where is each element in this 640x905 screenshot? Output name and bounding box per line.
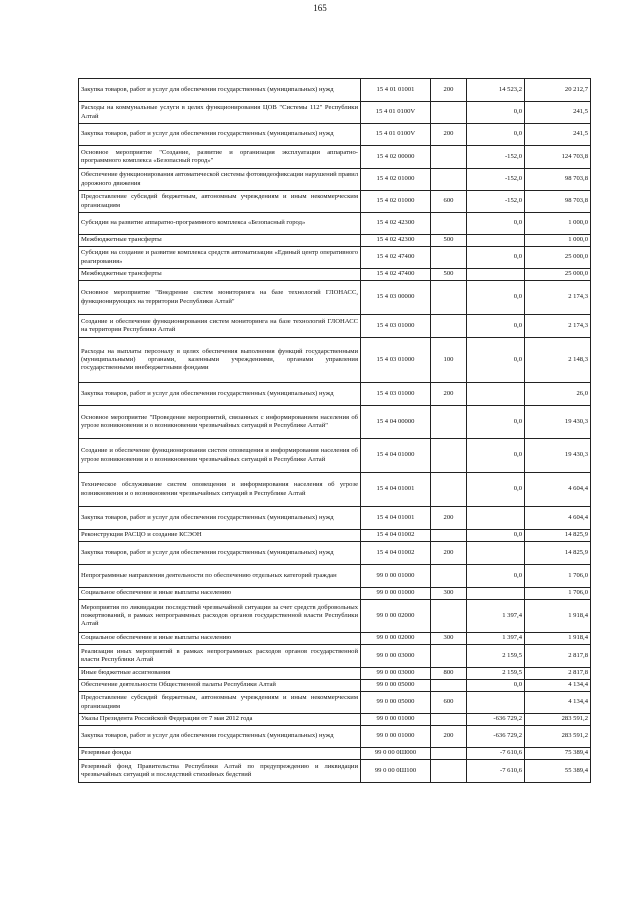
row-name: Субсидии на развитие аппаратно-программного комплекса «Безопасный город» (79, 213, 361, 235)
row-name: Резервный фонд Правительства Республики Алтай по предупреждению и ликвидации чрезвычайных ситуаций и последствий стихийных бедствий (79, 760, 361, 783)
table-row (79, 235, 591, 247)
row-total-amount: 2 174,3 (525, 315, 591, 338)
row-change-amount (467, 588, 525, 600)
row-name: Закупка товаров, работ и услуг для обеспечения государственных (муниципальных) нужд (79, 383, 361, 406)
row-code: 15 4 01 0100V (361, 124, 431, 146)
row-total-amount: 1 000,0 (525, 235, 591, 247)
row-expense-type (431, 315, 467, 338)
row-change-amount: 0,0 (467, 213, 525, 235)
row-total-amount: 2 817,8 (525, 668, 591, 680)
row-code: 15 4 04 01000 (361, 439, 431, 473)
row-change-amount: 0,0 (467, 247, 525, 269)
row-expense-type: 200 (431, 726, 467, 748)
table-row (79, 680, 591, 692)
row-name: Создание и обеспечение функционирования систем оповещения и информирования населения об угрозе возникновения и о возникновении чрезвычайных ситуаций в Республике Алтай (79, 439, 361, 473)
row-expense-type (431, 169, 467, 191)
table-row (79, 692, 591, 714)
row-name: Основное мероприятие "Проведение мероприятий, связанных с информированием населения об угрозе возникновения и о возникновении чрезвычайных ситуаций в Республике Алтай" (79, 406, 361, 439)
row-change-amount: 1 397,4 (467, 633, 525, 645)
row-expense-type (431, 406, 467, 439)
row-code: 15 4 02 47400 (361, 247, 431, 269)
table-row (79, 760, 591, 783)
table-row (79, 269, 591, 281)
row-name: Закупка товаров, работ и услуг для обеспечения государственных (муниципальных) нужд (79, 79, 361, 102)
row-expense-type (431, 473, 467, 507)
row-name: Непрограммные направления деятельности по обеспечению отдельных категорий граждан (79, 565, 361, 588)
row-expense-type: 500 (431, 235, 467, 247)
row-change-amount: -7 610,6 (467, 760, 525, 783)
row-total-amount: 98 703,8 (525, 169, 591, 191)
row-change-amount: -7 610,6 (467, 748, 525, 760)
row-expense-type: 300 (431, 633, 467, 645)
row-change-amount: 0,0 (467, 680, 525, 692)
row-code: 15 4 01 01001 (361, 79, 431, 102)
row-name: Основное мероприятие "Создание, развитие и организация эксплуатации аппаратно-программного комплекса «Безопасный город»" (79, 146, 361, 169)
row-change-amount: 14 523,2 (467, 79, 525, 102)
row-expense-type (431, 213, 467, 235)
row-total-amount: 25 000,0 (525, 269, 591, 281)
row-code: 15 4 02 47400 (361, 269, 431, 281)
row-code: 15 4 04 01002 (361, 530, 431, 542)
row-expense-type (431, 565, 467, 588)
row-code: 15 4 02 42300 (361, 213, 431, 235)
table-row (79, 530, 591, 542)
row-total-amount: 19 430,3 (525, 406, 591, 439)
row-expense-type (431, 281, 467, 315)
row-expense-type (431, 760, 467, 783)
row-name: Закупка товаров, работ и услуг для обеспечения государственных (муниципальных) нужд (79, 507, 361, 530)
row-code: 15 4 02 01000 (361, 191, 431, 213)
table-row (79, 169, 591, 191)
row-expense-type (431, 439, 467, 473)
row-total-amount: 283 591,2 (525, 726, 591, 748)
row-total-amount: 14 825,9 (525, 530, 591, 542)
row-name: Закупка товаров, работ и услуг для обеспечения государственных (муниципальных) нужд (79, 726, 361, 748)
row-change-amount: 0,0 (467, 281, 525, 315)
row-expense-type (431, 102, 467, 124)
row-change-amount: 0,0 (467, 406, 525, 439)
row-change-amount (467, 383, 525, 406)
row-total-amount: 2 817,8 (525, 645, 591, 668)
row-total-amount: 55 389,4 (525, 760, 591, 783)
row-name: Межбюджетные трансферты (79, 269, 361, 281)
row-total-amount: 98 703,8 (525, 191, 591, 213)
row-name: Мероприятия по ликвидации последствий чрезвычайной ситуации за счет средств добровольных пожертвований, в рамках непрограммных расходов органов государственной власти Республики Алтай (79, 600, 361, 633)
table-row (79, 439, 591, 473)
table-row (79, 726, 591, 748)
row-total-amount: 20 212,7 (525, 79, 591, 102)
row-change-amount: -152,0 (467, 146, 525, 169)
row-name: Межбюджетные трансферты (79, 235, 361, 247)
table-row (79, 281, 591, 315)
row-expense-type: 200 (431, 383, 467, 406)
row-code: 99 0 00 05000 (361, 692, 431, 714)
row-total-amount: 4 604,4 (525, 507, 591, 530)
row-expense-type (431, 600, 467, 633)
row-total-amount: 241,5 (525, 124, 591, 146)
row-code: 99 0 00 02000 (361, 600, 431, 633)
row-change-amount: -152,0 (467, 191, 525, 213)
row-name: Предоставление субсидий бюджетным, автономным учреждениям и иным некоммерческим организациям (79, 692, 361, 714)
row-name: Закупка товаров, работ и услуг для обеспечения государственных (муниципальных) нужд (79, 542, 361, 565)
table-row (79, 247, 591, 269)
table-row (79, 473, 591, 507)
row-name: Социальное обеспечение и иные выплаты населению (79, 633, 361, 645)
row-change-amount: 2 159,5 (467, 668, 525, 680)
row-total-amount: 4 134,4 (525, 692, 591, 714)
row-total-amount: 75 389,4 (525, 748, 591, 760)
row-code: 15 4 04 01002 (361, 542, 431, 565)
row-expense-type: 200 (431, 79, 467, 102)
row-code: 99 0 00 03000 (361, 668, 431, 680)
row-code: 99 0 00 01000 (361, 714, 431, 726)
row-total-amount: 1 918,4 (525, 633, 591, 645)
table-row (79, 191, 591, 213)
row-name: Техническое обслуживание систем оповещения и информирования населения об угрозе возникновения и о возникновении чрезвычайных ситуаций в Республике Алтай (79, 473, 361, 507)
row-change-amount (467, 692, 525, 714)
table-row (79, 79, 591, 102)
row-change-amount (467, 507, 525, 530)
table-row (79, 406, 591, 439)
row-expense-type: 200 (431, 124, 467, 146)
row-total-amount: 25 000,0 (525, 247, 591, 269)
row-change-amount (467, 542, 525, 565)
row-expense-type: 300 (431, 588, 467, 600)
table-row (79, 565, 591, 588)
row-expense-type (431, 714, 467, 726)
row-name: Расходы на выплаты персоналу в целях обеспечения выполнения функций государственными (муниципальными) органами, казенными учреждениями, органами управления государственными внебюджетными фондами (79, 338, 361, 383)
row-code: 99 0 00 01000 (361, 588, 431, 600)
row-name: Реконструкция РАСЦО и создание КСЭОН (79, 530, 361, 542)
row-code: 99 0 00 03000 (361, 645, 431, 668)
row-code: 15 4 03 01000 (361, 315, 431, 338)
row-expense-type: 500 (431, 269, 467, 281)
row-expense-type (431, 645, 467, 668)
row-code: 15 4 03 01000 (361, 383, 431, 406)
table-row (79, 542, 591, 565)
row-code: 99 0 00 01000 (361, 565, 431, 588)
table-row (79, 338, 591, 383)
table-row (79, 633, 591, 645)
row-total-amount: 26,0 (525, 383, 591, 406)
row-expense-type (431, 247, 467, 269)
row-expense-type: 600 (431, 692, 467, 714)
row-change-amount: 0,0 (467, 565, 525, 588)
row-expense-type (431, 146, 467, 169)
row-name: Иные бюджетные ассигнования (79, 668, 361, 680)
table-row (79, 507, 591, 530)
row-code: 99 0 00 05000 (361, 680, 431, 692)
row-total-amount: 1 706,0 (525, 565, 591, 588)
row-name: Обеспечение деятельности Общественной палаты Республики Алтай (79, 680, 361, 692)
row-total-amount: 241,5 (525, 102, 591, 124)
row-expense-type (431, 748, 467, 760)
row-code: 15 4 04 00000 (361, 406, 431, 439)
table-row (79, 315, 591, 338)
row-code: 15 4 04 01001 (361, 507, 431, 530)
row-change-amount: 1 397,4 (467, 600, 525, 633)
row-expense-type: 200 (431, 542, 467, 565)
row-code: 15 4 02 01000 (361, 169, 431, 191)
row-change-amount: -152,0 (467, 169, 525, 191)
table-row (79, 146, 591, 169)
row-change-amount: -636 729,2 (467, 726, 525, 748)
page-number: 165 (313, 3, 327, 13)
row-total-amount: 1 706,0 (525, 588, 591, 600)
row-code: 15 4 03 01000 (361, 338, 431, 383)
table-row (79, 668, 591, 680)
row-code: 15 4 01 0100V (361, 102, 431, 124)
row-code: 15 4 02 42300 (361, 235, 431, 247)
row-expense-type (431, 680, 467, 692)
table-row (79, 213, 591, 235)
row-total-amount: 1 918,4 (525, 600, 591, 633)
table-row (79, 588, 591, 600)
row-name: Обеспечение функционирования автоматической системы фотовидеофиксации нарушений правил дорожного движения (79, 169, 361, 191)
row-name: Закупка товаров, работ и услуг для обеспечения государственных (муниципальных) нужд (79, 124, 361, 146)
budget-table-container (78, 78, 590, 783)
row-name: Основное мероприятие "Внедрение систем мониторинга на базе технологий ГЛОНАСС, функционирующих на территории Республики Алтай" (79, 281, 361, 315)
row-change-amount (467, 235, 525, 247)
row-total-amount: 14 825,9 (525, 542, 591, 565)
table-row (79, 383, 591, 406)
row-code: 99 0 00 0Ш000 (361, 748, 431, 760)
row-code: 15 4 04 01001 (361, 473, 431, 507)
table-row (79, 124, 591, 146)
table-row (79, 645, 591, 668)
row-total-amount: 283 591,2 (525, 714, 591, 726)
row-code: 99 0 00 0Ш100 (361, 760, 431, 783)
row-change-amount: 0,0 (467, 338, 525, 383)
row-change-amount: 0,0 (467, 439, 525, 473)
row-expense-type (431, 530, 467, 542)
table-row (79, 102, 591, 124)
row-change-amount: 0,0 (467, 530, 525, 542)
row-name: Субсидии на создание и развитие комплекса средств автоматизации «Единый центр оперативного реагирования» (79, 247, 361, 269)
row-code: 15 4 02 00000 (361, 146, 431, 169)
row-code: 99 0 00 02000 (361, 633, 431, 645)
row-change-amount: 0,0 (467, 124, 525, 146)
row-total-amount: 1 000,0 (525, 213, 591, 235)
row-total-amount: 4 604,4 (525, 473, 591, 507)
budget-table (78, 78, 591, 783)
table-row (79, 600, 591, 633)
budget-table-body (79, 79, 591, 783)
row-expense-type: 200 (431, 507, 467, 530)
row-name: Расходы на коммунальные услуги в целях функционирования ЦОВ "Системы 112" Республики Алтай (79, 102, 361, 124)
row-name: Резервные фонды (79, 748, 361, 760)
row-total-amount: 2 174,3 (525, 281, 591, 315)
row-change-amount: 2 159,5 (467, 645, 525, 668)
row-change-amount: 0,0 (467, 102, 525, 124)
row-total-amount: 2 148,3 (525, 338, 591, 383)
row-total-amount: 4 134,4 (525, 680, 591, 692)
table-row (79, 748, 591, 760)
row-change-amount: -636 729,2 (467, 714, 525, 726)
row-code: 99 0 00 01000 (361, 726, 431, 748)
row-change-amount: 0,0 (467, 315, 525, 338)
row-name: Предоставление субсидий бюджетным, автономным учреждениям и иным некоммерческим организациям (79, 191, 361, 213)
row-name: Реализация иных мероприятий в рамках непрограммных расходов органов государственной власти Республики Алтай (79, 645, 361, 668)
row-change-amount: 0,0 (467, 473, 525, 507)
row-code: 15 4 03 00000 (361, 281, 431, 315)
row-name: Социальное обеспечение и иные выплаты населению (79, 588, 361, 600)
row-total-amount: 19 430,3 (525, 439, 591, 473)
table-row (79, 714, 591, 726)
row-total-amount: 124 703,8 (525, 146, 591, 169)
row-name: Указы Президента Российской Федерации от 7 мая 2012 года (79, 714, 361, 726)
row-name: Создание и обеспечение функционирования систем мониторинга на базе технологий ГЛОНАСС на территории Республики Алтай (79, 315, 361, 338)
row-expense-type: 800 (431, 668, 467, 680)
row-change-amount (467, 269, 525, 281)
row-expense-type: 600 (431, 191, 467, 213)
row-expense-type: 100 (431, 338, 467, 383)
